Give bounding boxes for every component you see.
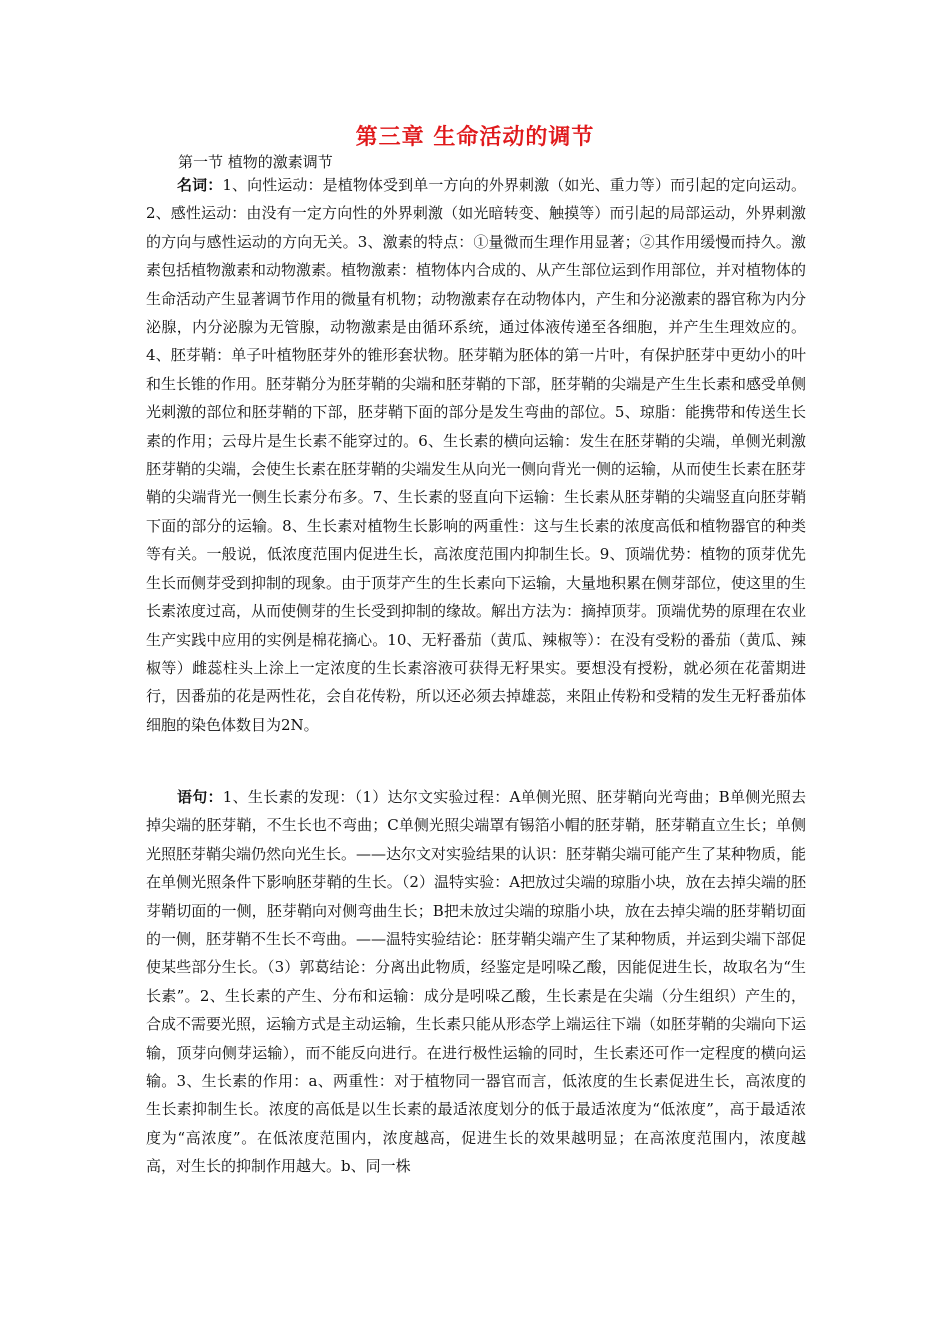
paragraph-statements <box>146 783 806 1181</box>
paragraph-lead: 名词： <box>177 176 223 194</box>
chapter-title: 第三章 生命活动的调节 <box>355 124 595 150</box>
paragraph-text: 1、生长素的发现：（1）达尔文实验过程：A单侧光照、胚芽鞘向光弯曲；B单侧光照去掉尖端的胚芽鞘，不生长也不弯曲；C单侧光照尖端罩有锡箔小帽的胚芽鞘，胚芽鞘直立生长；单侧光照胚芽鞘尖端仍然向光生长。——达尔文对实验结果的认识：胚芽鞘尖端可能产生了某种物质，能在单侧光照条件下影响胚芽鞘的生长。（2）温特实验：A把放过尖端的琼脂小块，放在去掉尖端的胚芽鞘切面的一侧，胚芽鞘向对侧弯曲生长；B把未放过尖端的琼脂小块，放在去掉尖端的胚芽鞘切面的一侧，胚芽鞘不生长不弯曲。——温特实验结论：胚芽鞘尖端产生了某种物质，并运到尖端下部促使某些部分生长。（3）郭葛结论：分离出此物质，经鉴定是吲哚乙酸，因能促进生长，故取名为“生长素”。2、生长素的产生、分布和运输：成分是吲哚乙酸，生长素是在尖端（分生组织）产生的，合成不需要光照，运输方式是主动运输，生长素只能从形态学上端运往下端（如胚芽鞘的尖端向下运输，顶芽向侧芽运输），而不能反向进行。在进行极性运输的同时，生长素还可作一定程度的横向运输。3、生长素的作用：a、两重性：对于植物同一器官而言，低浓度的生长素促进生长，高浓度的生长素抑制生长。浓度的高低是以生长素的最适浓度划分的低于最适浓度为“低浓度”，高于最适浓度为“高浓度”。在低浓度范围内，浓度越高，促进生长的效果越明显；在高浓度范围内，浓度越高，对生长的抑制作用越大。b、同一株 <box>146 788 807 1176</box>
section-title: 第一节 植物的激素调节 <box>178 153 333 171</box>
paragraph-text: 1、向性运动：是植物体受到单一方向的外界刺激（如光、重力等）而引起的定向运动。2、感性运动：由没有一定方向性的外界刺激（如光暗转变、触摸等）而引起的局部运动，外界刺激的方向与感性运动的方向无关。3、激素的特点：①量微而生理作用显著；②其作用缓慢而持久。激素包括植物激素和动物激素。植物激素：植物体内合成的、从产生部位运到作用部位，并对植物体的生命活动产生显著调节作用的微量有机物；动物激素存在动物体内，产生和分泌激素的器官称为内分泌腺，内分泌腺为无管腺，动物激素是由循环系统，通过体液传递至各细胞，并产生生理效应的。4、胚芽鞘：单子叶植物胚芽外的锥形套状物。胚芽鞘为胚体的第一片叶，有保护胚芽中更幼小的叶和生长锥的作用。胚芽鞘分为胚芽鞘的尖端和胚芽鞘的下部，胚芽鞘的尖端是产生生长素和感受单侧光刺激的部位和胚芽鞘的下部，胚芽鞘下面的部分是发生弯曲的部位。5、琼脂：能携带和传送生长素的作用；云母片是生长素不能穿过的。6、生长素的横向运输：发生在胚芽鞘的尖端，单侧光刺激胚芽鞘的尖端，会使生长素在胚芽鞘的尖端发生从向光一侧向背光一侧的运输，从而使生长素在胚芽鞘的尖端背光一侧生长素分布多。7、生长素的竖直向下运输：生长素从胚芽鞘的尖端竖直向胚芽鞘下面的部分的运输。8、生长素对植物生长影响的两重性：这与生长素的浓度高低和植物器官的种类等有关。一般说，低浓度范围内促进生长，高浓度范围内抑制生长。9、顶端优势：植物的顶芽优先生长而侧芽受到抑制的现象。由于顶芽产生的生长素向下运输，大量地积累在侧芽部位，使这里的生长素浓度过高，从而使侧芽的生长受到抑制的缘故。解出方法为：摘掉顶芽。顶端优势的原理在农业生产实践中应用的实例是棉花摘心。10、无籽番茄（黄瓜、辣椒等）：在没有受粉的番茄（黄瓜、辣椒等）雌蕊柱头上涂上一定浓度的生长素溶液可获得无籽果实。要想没有授粉，就必须在花蕾期进行，因番茄的花是两性花，会自花传粉，所以还必须去掉雄蕊，来阻止传粉和受精的发生无籽番茄体细胞的染色体数目为2N。 <box>146 176 807 734</box>
paragraph-lead: 语句： <box>177 788 223 806</box>
paragraph-terms <box>146 171 806 739</box>
